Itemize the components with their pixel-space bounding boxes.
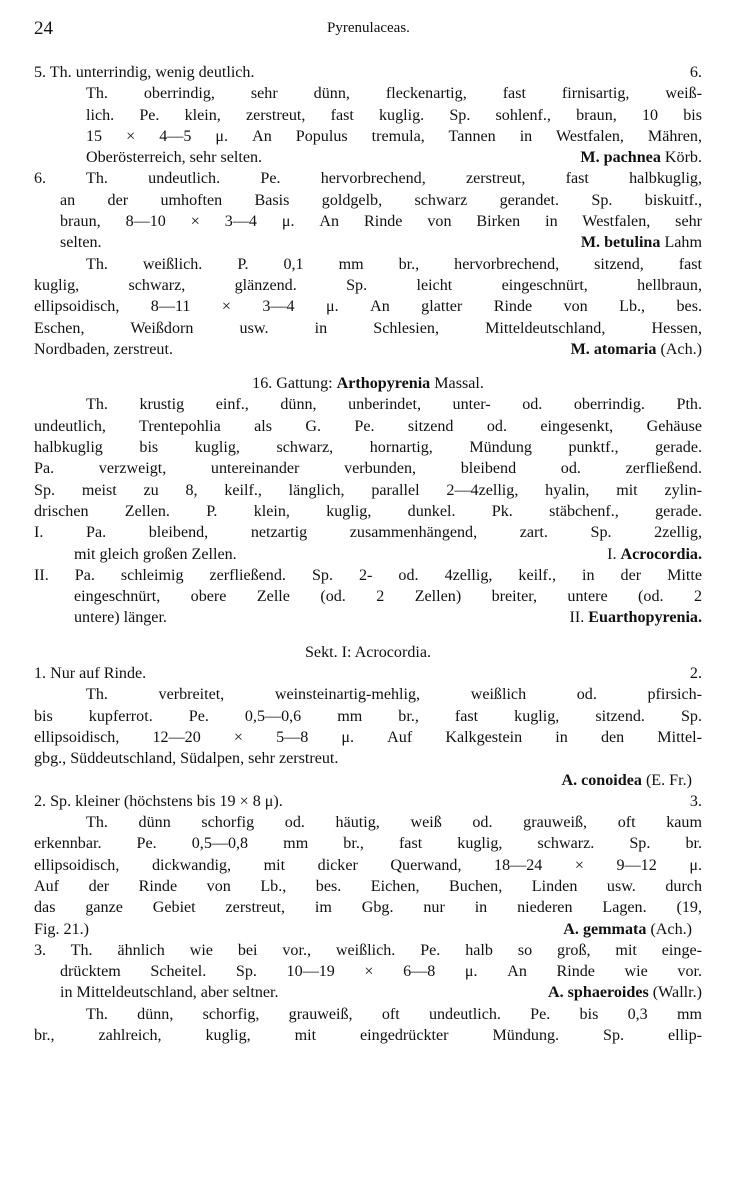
text-line xyxy=(34,105,702,126)
text-line xyxy=(34,706,702,727)
text-line xyxy=(34,501,702,522)
species-name: 2. xyxy=(689,665,702,683)
line-text: gbg., Süddeutschland, Südalpen, sehr zerstreut. xyxy=(34,750,339,768)
text-line xyxy=(34,919,702,940)
line-text: Auf der Rinde von Lb., bes. Eichen, Buchen, Linden usw. durch xyxy=(34,877,702,895)
text-line xyxy=(34,982,702,1003)
line-text: br., zahlreich, kuglig, mit eingedrückter Mündung. Sp. ellip- xyxy=(34,1027,702,1045)
line-text: untere) länger. xyxy=(74,609,167,627)
text-line xyxy=(34,147,702,168)
line-text: Eschen, Weißdorn usw. in Schlesien, Mitteldeutschland, Hessen, xyxy=(34,319,702,337)
species-name: A. sphaeroides (Wallr.) xyxy=(548,984,702,1002)
species-name: A. conoidea (E. Fr.) xyxy=(561,771,692,789)
line-text: Th. weißlich. P. 0,1 mm br., hervorbrechend, sitzend, fast xyxy=(86,255,702,273)
line-text: Oberösterreich, sehr selten. xyxy=(86,149,263,167)
line-text: bis kupferrot. Pe. 0,5—0,6 mm br., fast kuglig, sitzend. Sp. xyxy=(34,707,702,725)
line-text: braun, 8—10 × 3—4 μ. An Rinde von Birken in Westfalen, sehr xyxy=(60,213,702,231)
species-name: 3. xyxy=(689,792,702,810)
text-line xyxy=(34,544,702,565)
line-text: 5. Th. unterrindig, wenig deutlich. xyxy=(34,64,255,81)
text-line xyxy=(34,480,702,501)
text-line xyxy=(34,791,702,812)
species-name: 6. xyxy=(689,64,702,81)
line-text: Th. oberrindig, sehr dünn, fleckenartig, fast firnisartig, weiß- xyxy=(86,85,702,103)
line-text: lich. Pe. klein, zerstreut, fast kuglig. Sp. sohlenf., braun, 10 bis xyxy=(86,106,702,124)
line-text: drücktem Scheitel. Sp. 10—19 × 6—8 μ. An Rinde wie vor. xyxy=(60,963,702,981)
text-line xyxy=(34,522,702,543)
line-text: an der umhoften Basis goldgelb, schwarz gerandet. Sp. biskuitf., xyxy=(60,191,702,209)
line-text: 15 × 4—5 μ. An Populus tremula, Tannen in Westfalen, Mähren, xyxy=(86,127,702,145)
line-text: I. Pa. bleibend, netzartig zusammenhängend, zart. Sp. 2zellig, xyxy=(34,524,702,542)
text-line xyxy=(34,318,702,339)
line-text: Nordbaden, zerstreut. xyxy=(34,340,173,358)
line-text: undeutlich, Trentepohlia als G. Pe. sitzend od. eingesenkt, Gehäuse xyxy=(34,417,702,435)
line-text: selten. xyxy=(60,234,102,252)
text-line xyxy=(34,190,702,211)
spacer xyxy=(34,629,702,642)
line-text: 6. Th. undeutlich. Pe. hervorbrechend, zerstreut, fast halbkuglig, xyxy=(34,170,702,188)
line-text: 3. Th. ähnlich wie bei vor., weißlich. Pe. halb so groß, mit einge- xyxy=(34,941,702,959)
line-text: 2. Sp. kleiner (höchstens bis 19 × 8 μ). xyxy=(34,792,283,810)
line-text: ellipsoidisch, dickwandig, mit dicker Querwand, 18—24 × 9—12 μ. xyxy=(34,856,702,874)
species-name: M. atomaria (Ach.) xyxy=(570,340,702,358)
line-text: II. Pa. schleimig zerfließend. Sp. 2- od. 4zellig, keilf., in der Mitte xyxy=(34,566,702,584)
text-line xyxy=(34,684,702,705)
species-name: A. gemmata (Ach.) xyxy=(563,920,692,938)
text-line xyxy=(34,394,702,415)
text-line xyxy=(34,961,702,982)
text-line xyxy=(34,437,702,458)
line-text: erkennbar. Pe. 0,5—0,8 mm br., fast kuglig, schwarz. Sp. br. xyxy=(34,835,702,853)
text-line xyxy=(34,748,702,769)
species-name: II. Euarthopyrenia. xyxy=(569,609,702,627)
spacer xyxy=(34,360,702,373)
line-text: Th. dünn, schorfig, grauweiß, oft undeutlich. Pe. bis 0,3 mm xyxy=(86,1005,702,1023)
text-line xyxy=(34,663,702,684)
line-text: Th. verbreitet, weinsteinartig-mehlig, weißlich od. pfirsich- xyxy=(86,686,702,704)
line-text: ellipsoidisch, 12—20 × 5—8 μ. Auf Kalkgestein in den Mittel- xyxy=(34,728,702,746)
page-number: 24 xyxy=(34,18,53,39)
line-text: eingeschnürt, obere Zelle (od. 2 Zellen) breiter, untere (od. 2 xyxy=(74,588,702,606)
line-text: kuglig, schwarz, glänzend. Sp. leicht eingeschnürt, hellbraun, xyxy=(34,276,702,294)
line-text: mit gleich großen Zellen. xyxy=(74,545,237,563)
text-line xyxy=(34,586,702,607)
text-line xyxy=(34,897,702,918)
line-text: ellipsoidisch, 8—11 × 3—4 μ. An glatter Rinde von Lb., bes. xyxy=(34,298,702,316)
text-line xyxy=(34,770,702,791)
text-line xyxy=(34,416,702,437)
text-line xyxy=(34,727,702,748)
text-line xyxy=(34,876,702,897)
section-heading: Sekt. I: Acrocordia. xyxy=(304,643,432,661)
line-text: Th. krustig einf., dünn, unberindet, unter- od. oberrindig. Pth. xyxy=(86,396,702,414)
text-line xyxy=(34,1004,702,1025)
text-line xyxy=(34,855,702,876)
text-line xyxy=(34,126,702,147)
line-text: Th. dünn schorfig od. häutig, weiß od. grauweiß, oft kaum xyxy=(86,814,702,832)
line-text: halbkuglig bis kuglig, schwarz, hornartig, Mündung punktf., gerade. xyxy=(34,439,702,457)
species-name: I. Acrocordia. xyxy=(607,545,702,563)
line-text: 1. Nur auf Rinde. xyxy=(34,665,147,683)
running-title: Pyrenulaceas. xyxy=(327,20,410,36)
text-line xyxy=(34,565,702,586)
line-text: Fig. 21.) xyxy=(34,920,89,938)
text-line xyxy=(34,458,702,479)
text-line xyxy=(34,833,702,854)
text-line xyxy=(34,254,702,275)
text-line xyxy=(34,940,702,961)
text-line xyxy=(34,211,702,232)
line-text: in Mitteldeutschland, aber seltner. xyxy=(60,984,279,1002)
species-name: M. betulina Lahm xyxy=(580,234,702,252)
text-line xyxy=(34,232,702,253)
text-line xyxy=(34,607,702,628)
text-line xyxy=(34,296,702,317)
section-heading: 16. Gattung: Arthopyrenia Massal. xyxy=(252,375,484,393)
text-line xyxy=(34,812,702,833)
text-line xyxy=(34,275,702,296)
text-line xyxy=(34,339,702,360)
species-name: M. pachnea Körb. xyxy=(580,149,702,167)
text-line xyxy=(34,168,702,189)
text-line xyxy=(34,62,702,83)
line-text: das ganze Gebiet zerstreut, im Gbg. nur in niederen Lagen. (19, xyxy=(34,899,702,917)
page-header xyxy=(34,18,703,46)
line-text: drischen Zellen. P. klein, kuglig, dunkel. Pk. stäbchenf., gerade. xyxy=(34,502,702,520)
line-text: Pa. verzweigt, untereinander verbunden, bleibend od. zerfließend. xyxy=(34,460,702,478)
line-text: Sp. meist zu 8, keilf., länglich, parallel 2—4zellig, hyalin, mit zylin- xyxy=(34,481,702,499)
text-line xyxy=(34,83,702,104)
text-line xyxy=(34,1025,702,1046)
body-text xyxy=(34,62,702,1046)
